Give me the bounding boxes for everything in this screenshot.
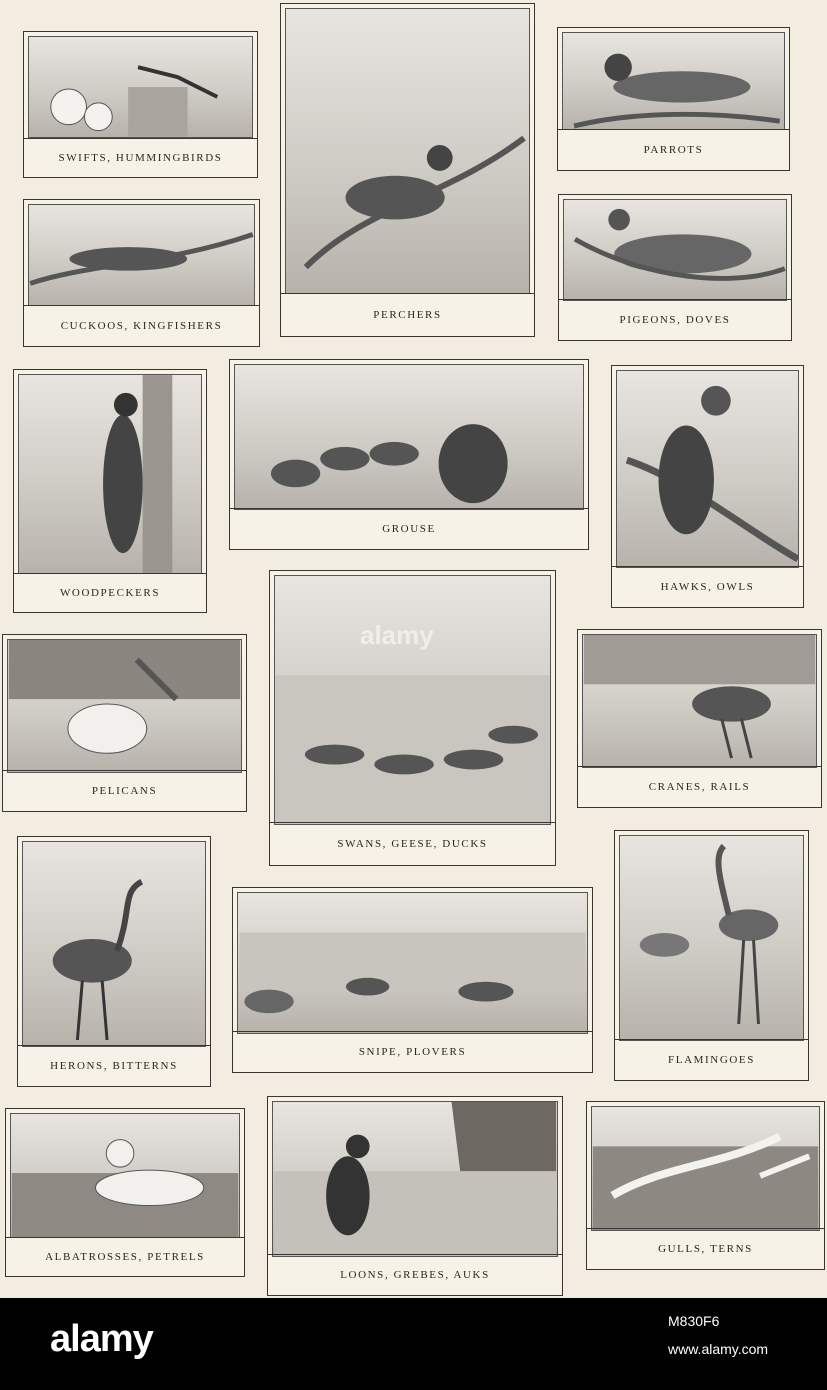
caption: GROUSE (230, 508, 588, 549)
illustration-parrots (562, 32, 785, 130)
card-albatrosses (5, 1108, 245, 1277)
card-gulls (586, 1101, 825, 1270)
illustration-woodpeckers (18, 374, 202, 574)
card-perchers (280, 3, 535, 337)
caption: LOONS, GREBES, AUKS (268, 1254, 562, 1295)
caption: HAWKS, OWLS (612, 566, 803, 607)
caption: SWIFTS, HUMMINGBIRDS (24, 138, 257, 177)
illustration-swifts (28, 36, 253, 138)
card-cuckoos (23, 199, 260, 347)
illustration-swans (274, 575, 551, 825)
card-pelicans (2, 634, 247, 812)
caption: PERCHERS (281, 293, 534, 336)
site-url: www.alamy.com (668, 1341, 769, 1357)
caption: PIGEONS, DOVES (559, 299, 791, 340)
caption: ALBATROSSES, PETRELS (6, 1237, 244, 1276)
caption: CUCKOOS, KINGFISHERS (24, 305, 259, 346)
caption: CRANES, RAILS (578, 766, 821, 807)
card-snipe (232, 887, 593, 1073)
card-herons (17, 836, 211, 1087)
brand-logo: alamy (50, 1318, 153, 1360)
card-pigeons (558, 194, 792, 341)
caption: PELICANS (3, 770, 246, 811)
card-swans (269, 570, 556, 866)
image-id: M830F6 (668, 1313, 720, 1329)
illustration-pelicans (7, 639, 242, 773)
illustration-albatrosses (10, 1113, 240, 1238)
card-woodpeckers (13, 369, 207, 613)
caption: HERONS, BITTERNS (18, 1045, 210, 1086)
illustration-loons (272, 1101, 558, 1257)
illustration-pigeons (563, 199, 787, 301)
illustration-gulls (591, 1106, 820, 1231)
illustration-snipe (237, 892, 588, 1034)
card-swifts (23, 31, 258, 178)
illustration-flamingoes (619, 835, 804, 1041)
card-grouse (229, 359, 589, 550)
card-parrots (557, 27, 790, 171)
caption: WOODPECKERS (14, 573, 206, 612)
caption: PARROTS (558, 129, 789, 170)
illustration-hawks (616, 370, 799, 568)
caption: SNIPE, PLOVERS (233, 1031, 592, 1072)
caption: SWANS, GEESE, DUCKS (270, 822, 555, 865)
illustration-cuckoos (28, 204, 255, 306)
card-cranes (577, 629, 822, 808)
illustration-grouse (234, 364, 584, 510)
card-loons (267, 1096, 563, 1296)
card-flamingoes (614, 830, 809, 1081)
card-hawks (611, 365, 804, 608)
illustration-cranes (582, 634, 817, 768)
illustration-perchers (285, 8, 530, 294)
watermark: alamy (360, 620, 434, 650)
caption: FLAMINGOES (615, 1039, 808, 1080)
illustration-herons (22, 841, 206, 1047)
caption: GULLS, TERNS (587, 1228, 824, 1269)
